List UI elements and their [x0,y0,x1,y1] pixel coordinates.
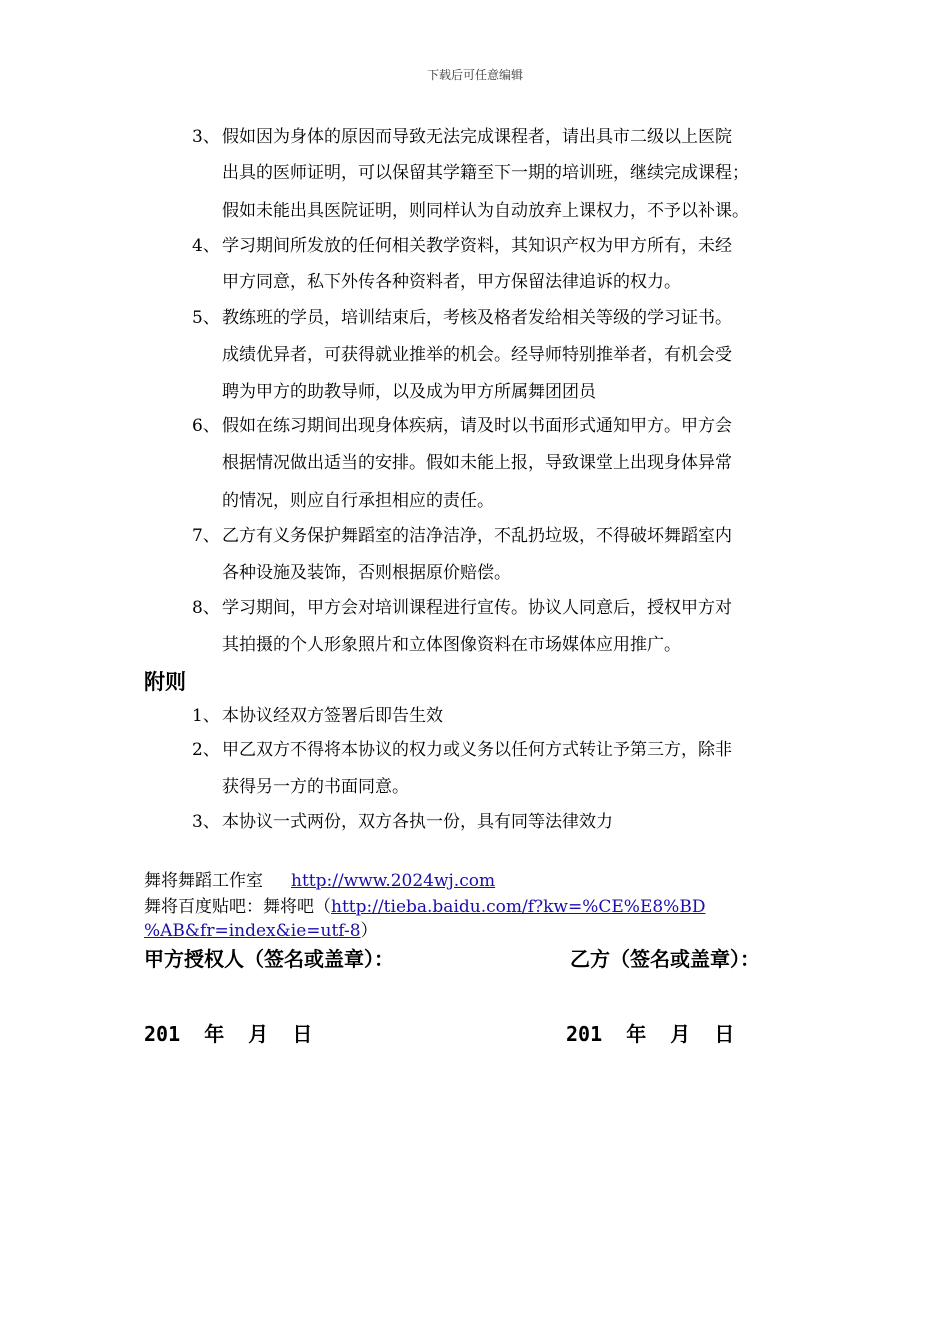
term-line: 假如因为身体的原因而导致无法完成课程者，请出具市二级以上医院 [222,127,732,147]
tieba-link-cont[interactable]: %AB&fr=index&ie=utf-8 [144,921,361,941]
term-number: 3、 [192,127,220,147]
tieba-label: 舞将百度贴吧：舞将吧（ [144,897,331,917]
appendix-item-1 [192,698,443,734]
term-line: 根据情况做出适当的安排。假如未能上报，导致课堂上出现身体异常 [222,453,732,473]
appendix-item-2 [192,732,732,768]
appendix-line: 本协议一式两份，双方各执一份，具有同等法律效力 [222,812,613,832]
appendix-title: 附则 [144,670,186,694]
term-line: 出具的医师证明，可以保留其学籍至下一期的培训班，继续完成课程； [222,163,749,183]
term-3 [192,119,732,155]
appendix-line: 本协议经双方签署后即告生效 [222,706,443,726]
term-5 [192,300,732,336]
term-number: 4、 [192,236,220,256]
party-a-signature: 甲方授权人（签名或盖章）： [144,947,394,971]
term-number: 6、 [192,416,220,436]
appendix-line: 甲乙双方不得将本协议的权力或义务以任何方式转让予第三方，除非 [222,740,732,760]
term-line: 学习期间所发放的任何相关教学资料，其知识产权为甲方所有，未经 [222,236,732,256]
term-7 [192,518,732,554]
term-number: 7、 [192,526,220,546]
tieba-close: ） [360,921,378,941]
term-line: 甲方同意，私下外传各种资料者，甲方保留法律追诉的权力。 [222,272,681,292]
term-line: 假如未能出具医院证明，则同样认为自动放弃上课权力，不予以补课。 [222,201,749,221]
appendix-number: 2、 [192,740,220,760]
term-number: 5、 [192,308,220,328]
term-4 [192,228,732,264]
term-line: 的情况，则应自行承担相应的责任。 [222,491,494,511]
studio-contact [144,869,495,893]
party-b-date: 201 年 月 日 [566,1022,735,1046]
appendix-number: 3、 [192,812,220,832]
term-line: 乙方有义务保护舞蹈室的洁净洁净，不乱扔垃圾，不得破坏舞蹈室内 [222,526,732,546]
term-6 [192,408,732,444]
term-line: 各种设施及装饰，否则根据原价赔偿。 [222,563,511,583]
term-line: 学习期间，甲方会对培训课程进行宣传。协议人同意后，授权甲方对 [222,598,732,618]
term-8 [192,590,732,626]
tieba-link[interactable]: http://tieba.baidu.com/f?kw=%CE%E8%BD [331,897,706,917]
term-number: 8、 [192,598,220,618]
party-a-date: 201 年 月 日 [144,1022,313,1046]
term-line: 教练班的学员，培训结束后，考核及格者发给相关等级的学习证书。 [222,308,732,328]
term-line: 成绩优异者，可获得就业推举的机会。经导师特别推举者，有机会受 [222,345,732,365]
party-b-signature: 乙方（签名或盖章）： [570,947,760,971]
term-line: 聘为甲方的助教导师，以及成为甲方所属舞团团员 [222,382,596,402]
page-header: 下载后可任意编辑 [426,68,523,82]
studio-website-link[interactable]: http://www.2024wj.com [291,871,496,891]
term-line: 假如在练习期间出现身体疾病，请及时以书面形式通知甲方。甲方会 [222,416,732,436]
appendix-item-3 [192,804,613,840]
tieba-contact-cont [144,919,378,943]
term-line: 其拍摄的个人形象照片和立体图像资料在市场媒体应用推广。 [222,635,681,655]
studio-label: 舞将舞蹈工作室 [144,871,263,891]
appendix-line: 获得另一方的书面同意。 [222,777,409,797]
tieba-contact [144,895,705,919]
appendix-number: 1、 [192,706,220,726]
